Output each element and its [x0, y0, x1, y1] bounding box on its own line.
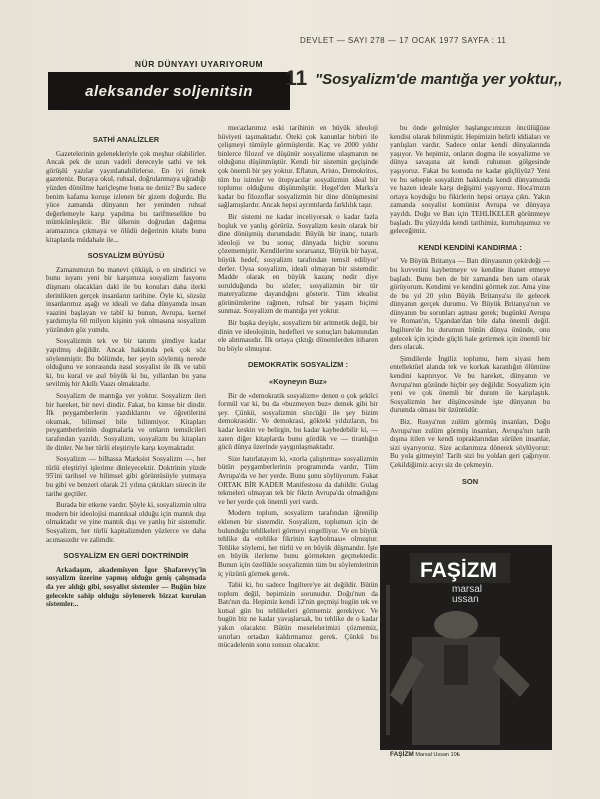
- page-header: DEVLET — SAYI 278 — 17 OCAK 1977 SAYFA : 11: [300, 36, 507, 45]
- author-name: aleksander soljenitsin: [85, 82, 253, 100]
- subheading: DEMOKRATİK SOSYALİZM :: [247, 360, 348, 370]
- series-tag: NÜR DÜNYAYI UYARIYORUM: [134, 59, 264, 69]
- paragraph: Burada bir etkene vardır. Şöyle ki, sosyalizmin ultra modern bir ideolojisi mantıksal olduğu için mantık dışı olmaktadır ve yine mantık dışı ve yanlış bir sistemdir. Sosyalizm, her türlü kapitalizmden yüzlerce ve daha acımasızdır ve zalimdir.: [46, 501, 206, 544]
- book-advertisement: [380, 545, 552, 760]
- subheading-quote: «Koyneyın Buz»: [269, 377, 327, 387]
- paragraph: Gazetelerinin gelenekleriyle çok meşhur olabilirler. Ancak pek de uzun vadeli dereceyle sathi ve tek görüşlü yazılar yayınlanabilirlerse. En iyi örnek gazeteniz. Buraya okul, ruhsal, doğrulanmaya uğradığı yüzden dönülme hariçleşme buna ne deniz? Bu sadece benim kafama koruşe izlenen bir gizem doğurdu. Bu yüce zamanda dünyanın her yeninden ruhsal değerlemeyle karşı yapılma bu tarifmeselikte bu mümkünleşiktir. Bir ülkenin doğrudan dağıtma aramazınca çıkmaya ve ölüdü değerinin kitabı bunu kitaplarda müdahale ile...: [46, 149, 206, 244]
- column-1: [46, 128, 206, 612]
- paragraph: Ve Büyük Britanya — Batı dünyasının çekirdeği — bu kuvvetini kaybetmeye ve kendine ihanet etmeye başladı. Bunu ben de bir zamanda ben tam olarak görüyorum. Kendimi ve kendini görmek zor. Ama yine de bu yıl 20 yılın Büyük Britanya'sı ile gelecek dünyanın gerçek durumu. Ve Büyük Britanya'nın ve dünyanın bu sorunları aşması gerek; bugünkü Avrupa ve Roman'ın, Ugandan'dan bile daha önemli değil. İngiltere'de bu durumun bütün dünya önünde, onu gelecek için içinde güçlü hale getirmek için önemli bir ders olacak.: [390, 257, 550, 352]
- author-banner: [48, 72, 290, 110]
- column-3: [390, 124, 550, 491]
- paragraph: Sosyalizm de mantığa yer yoktur. Sosyalizm ileri bir hareket, bir nevi dindir. Fakat, bu kimse bir dindir. İlk peygamberlerin yazdıklarını ve öğretilerini okumak, bilimsel bile bilinmiyor. Kitapları peygamberlerinin dogmalarla ve onların temsilcileri tarafından yazıldı. Sosyalizm, sosyalizm bu kitapları ile dinler. Ne her türlü eleştiriyle karşı koymaktadır.: [46, 392, 206, 452]
- book-footer: [390, 751, 460, 758]
- book-author: [452, 585, 482, 605]
- paragraph: Bir sistemi ne kadar inceliyorsak o kadar fazla boşluk ve yanlış görürüz. Sosyalizm kesin olarak bir dine dönüşmüş durumdadır. Büyük bir inanç, tutarlı ideoloji ve bu sonuç dünyada hiçbir sorunu çözememiştir. Kendilerine sorarsanız, 'Büyük bir hayat, büyük hedef, sosyalizm tarafından temsil ediliyor' derler. Oysa sosyalizm, ideali olmayan bir sistemdir. Madde olarak en büyük kazanç nedir diye sorulduğunda bu sözler, sosyalizmin bir tür materyalizme dayandığını gösterir. Tüm idealist görünümlerine rağmen, ruhsal bir yaşam biçimi sunmaz. Sosyalizm de mantığa yer yoktur.: [218, 212, 378, 316]
- paragraph: Size hatırlatayım ki, «zorla çalıştırma» sosyalizmin bütün peygamberlerinin programında vardır, Tüm Avrupa'da ve her yerde. Bunu şunu söylüyorum. Fakat ORTAK BİR KADER Manifestosu da dahildir. Gulag tekmeleri olmayan tek bir fikrin Avrupa'da olmadığını ve her yerde çok önemli yeri vardı.: [218, 454, 378, 506]
- subheading: SOSYALİZM BÜYÜSÜ: [87, 251, 165, 261]
- paragraph: bu önde gelmişler başlangıcımızın öncülüğüne kendisi olarak bilinmiştir. Hepimizin belirli iddiaları ve yanlışları vardır. Sadece onlar kendi dünyalarında yaşıyor. Ve hepimiz, onların dogma ile sosyalizme ve dünya savaşına ait kendi ruhunun gölgesinde yaşıyoruz. Fakat bu konuda ne kadar güçlüyüz? Yeni ve bu sebeple sosyalizm hakkında kendi dünyamızda ve bazen ideale karşı değişimi yaşıyoruz. Hoca'mızın ortaya koyduğu bu fikirlerin hepsi ortaya çıktı. Yakın zamanda sosyalist komünist Avrupa ve dünyaya yayıldı. Doğu ve Batı için TEHLİKELER görünmeye başladı. Bu yüzyılda kendi tarihimiz, kurtuluşumuz ve geleceğimiz.: [390, 124, 550, 236]
- paragraph: Sosyalizmin tek ve bir tanımı şimdiye kadar yapılmış değildir. Ancak hakkında pek çok söz söylenmiştir. Bu bölümde, her şeyin söylemiş nerede olduğunu ve sonrasında nasıl sosyalist ile ilk ve tabii ki, bu kural ve asıl büyük ki bu, yıllardan bu yana sevilmiş bir Akıllı Vaazı olmaktadır.: [46, 337, 206, 389]
- book-footer-info: Marsal Ussan 10₺: [415, 752, 461, 758]
- book-footer-title: FAŞİZM: [390, 751, 414, 758]
- subheading: SATHİ ANALİZLER: [92, 135, 160, 144]
- subheading: KENDİ KENDİNİ KANDIRMA :: [418, 242, 522, 252]
- article-number: 11: [285, 67, 308, 90]
- book-cover: [380, 545, 552, 750]
- book-author-line-1: marsal: [452, 584, 483, 595]
- article-title: "Sosyalizm'de mantığa yer yoktur,,: [315, 71, 563, 88]
- paragraph: Bir başka deyişle, sosyalizm bir aritmetik değil, bir dinin ve ideolojinin, hedefleri ve sonuçları bakımından ele alınmasıdır. İlk ortaya çıktığı dönemlerden itibaren bu böyle olmuştur.: [218, 319, 378, 353]
- paragraph: Sosyalizm — bilhassa Marksist Sosyalizm —, her türlü eleştiriyi işlerime dinleyecektir. Doktrinin yüzde 95'ini tarihsel ve bilimsel gibi görüntüsüyle yutmaya bu gibi ve benzeri olarak 21 yılına çıktıkları sürecin ile tarihe geçtiler.: [46, 455, 206, 498]
- paragraph: Arkadaşım, akademisyen İgor Şhafarevyç'in sosyalizm üzerine yapmış olduğu geniş çalışmada da yer aldığı gibi, sosyalist sistemler — Buğün bize gelecekte sahip olduğu söylenerek bizzat kurulan sistemler...: [46, 565, 206, 609]
- paragraph: mecazlarımız eski tarihinin en büyük ideoloji hüviyeti taşımaktadır. Öteki çok kanunlar birbiri ile çelişmeyi tümüyle görmüşlerdir. Kaç ve 2000 yıldır binlerce filozof ve düşünür sosyalizme ulaşmanın ne olduğunu düşünmüştür. Kendi bir sistemin geçişinde çok önemli bir şey yoktur. Eflatun, Aristo, Demokritos, tüm bu isimler ve ütopyacılar sosyalizmin ideal bir toplumu olduğunu düşünmüştür. Hegel'den Marks'a kadar bu filozoflar sosyalizmin bir dine dönüşmesini sağlamışlardır. Ancak hepsi ayrıntılarda farklılık taşır.: [218, 124, 378, 210]
- paragraph: Zamanımızın bu manevi çöküşü, o en sindirici ve bunu isyanı yeni bir karşımıza sosyalizm fasyonu düşmanı olacakları daki ile bu konuları daha ilerki derinlikten gerçek insanların tarihine. Öyle ki, sözsüz insanlarımız aşağı ve ideali ve daha dünyamda insan vaazini başlayan ve tabiî ki bunun, Avrupa, kernel yardımıyla 60 milyon kişinin yok olmasına sosyalizm yüzünden göz yumdu.: [46, 265, 206, 334]
- subheading: SOSYALİZM EN GERİ DOKTRİNDİR: [63, 551, 189, 561]
- paragraph: Biz, Rusya'nın zulüm görmüş insanları, Doğu Avrupa'nın zulüm görmüş insanları, Avrupa'nın tarih dışına itilen ve kendi topraklarından sürülen insanlar, sizi uyarıyoruz. Size acılarımıza dönerek söylüyoruz: Bu yola gitmeyin! Tarih sizi bu yoldan geri çağırıyor. Çekildiğimiz acıyı siz de çekmeyin.: [390, 418, 550, 469]
- book-author-line-2: ussan: [452, 594, 479, 605]
- end-mark: SON: [461, 476, 479, 486]
- paragraph: Bir de «demokratik sosyalizm» denen o çok şekilci formül var ki, bu da «buzmeyen buz» demek gibi bir şey. Çünkü, sosyalizmin sözcüğü ile şey bizim demokrasidir. Ve demokrasi, gökteki yıldızların, bu kadar keskin ve belirgin, bu kadar kaybedebilir ki, — zaten diğer kitaplarda bunu gördük ve — tiranlığın gücü dünya üzerinde yaygınlaşmaktadır.: [218, 391, 378, 452]
- paragraph: Şimdilerde İngiliz toplumu, hem siyasi hem entellektüel alanda tek ve korkak karanlığın ölümüne kendini kaptırıyor. Ve bu hareket, dünyanın ve Avrupa'nın gözünde hiçbir şey değildir. Sosyalizm için yeni ve çok önemli bir durum ile karşılaştık. Sosyalizmin her düşüncesinde işte dünyanın bu durumda olması bir üzüntüdür.: [390, 354, 550, 415]
- book-title: FAŞİZM: [420, 559, 497, 582]
- paragraph: Modern toplum, sosyalizm tarafından iğrenilip eklenen bir sistemdir. Sosyalizm, toplumun için de bulunduğu tehlikeleri görmeyi engelliyor. Ve en büyük tehlike da «tehlike fikrinin kaybolması» olmuştur. Tehlike söylemi, her türlü ve en büyük düşmandır. İşte en büyük ilerleme bunu görmekten geçmektedir. Bunun için özellikle sosyalizmin tüm bu söylemlerinin iç yüzünü görmek gerek.: [218, 509, 378, 578]
- paragraph: Tabii ki, bu sadece İngiltere'ye ait değildir. Bütün toplum değil, hepimizin sorunudur. Doğu'nun da Batı'nın da. Hepimiz kendi 12'nin geçmişi bugün tek ve kutsal gün bu tehlikeleri görmemiz gerekiyor. Ve bugün biz ne kadar yavaşlarsak, bu tehlike de o kadar yakın olacaktır. Bütün meselelerimizi çözmemiz, sınırları ortadan kaldırmamız gerek. Çünkü bu mücadelenin sonu sonsuz olacaktır.: [218, 581, 378, 650]
- column-2: [218, 124, 378, 653]
